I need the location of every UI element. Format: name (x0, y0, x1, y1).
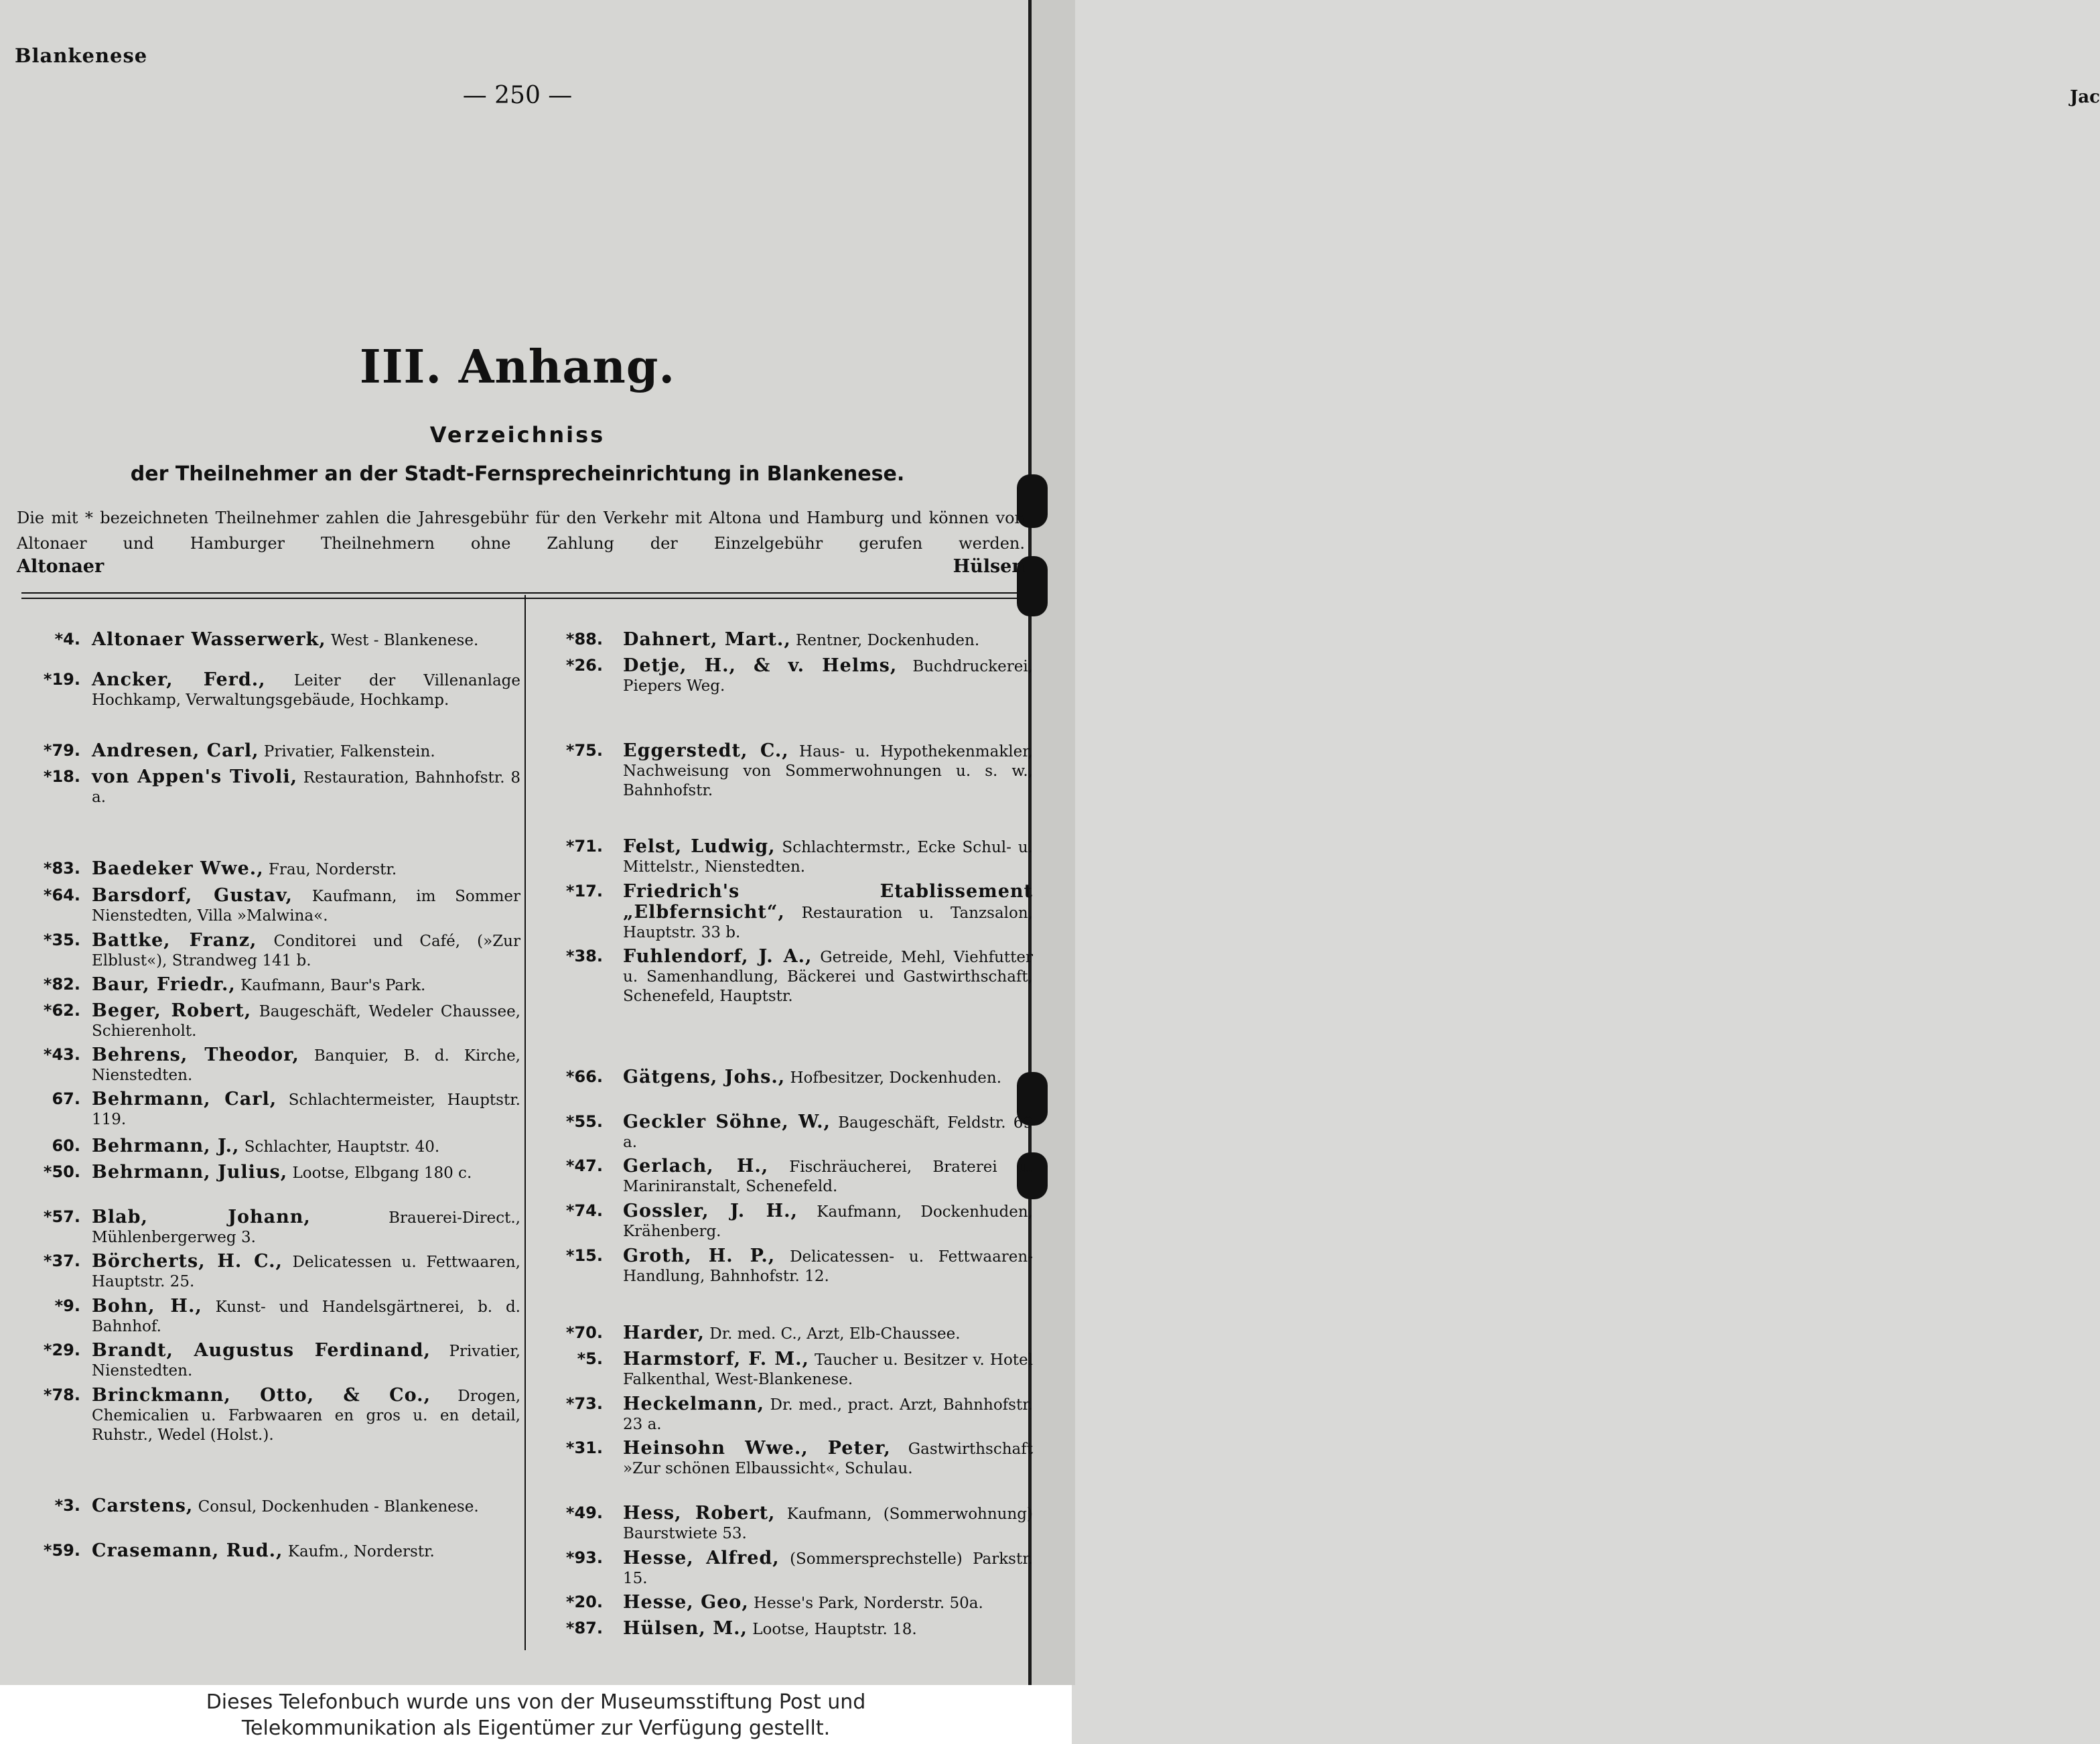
intro-text: Die mit * bezeichneten Theilnehmer zahlen die Jahresgebühr für den Verkehr mit Altona und Hamburg und können von Altonaer und Hamburger Theilnehmern ohne Zahlung der Einzelgebühr gerufen werden. (17, 509, 1025, 553)
subscriber-details: Frau, Norderstr. (263, 861, 397, 878)
subscriber-details: Buchdruckerei, Piepers Weg. (623, 658, 1033, 695)
subscriber-details: Dr. med. C., Arzt, Elb-Chaussee. (704, 1325, 961, 1343)
entry-body (623, 1067, 1033, 1088)
entry-body (623, 1394, 1033, 1434)
subscriber-number: *4. (54, 630, 80, 649)
column-divider (524, 595, 526, 1650)
entry-body (623, 1548, 1033, 1589)
sub-heading: Verzeichniss (429, 422, 606, 448)
footer-line-2: Telekommunikation als Eigentümer zur Verfügung gestellt. (241, 1717, 831, 1740)
entry-body (92, 1136, 520, 1157)
subscriber-name: Bohn, H., (92, 1296, 202, 1317)
footer-line-1: Dieses Telefonbuch wurde uns von der Museumsstiftung Post und (206, 1690, 866, 1714)
subscriber-name: Baedeker Wwe., (92, 858, 264, 879)
subscriber-name: Gossler, J. H., (623, 1201, 798, 1221)
subscriber-name: Geckler Söhne, W., (623, 1112, 831, 1132)
subscriber-details: West - Blankenese. (326, 632, 479, 649)
subscriber-number: *73. (565, 1394, 603, 1413)
subscriber-details: Delicatessen u. Fettwaaren, Hauptstr. 25. (92, 1254, 520, 1290)
entry-body (92, 1296, 520, 1337)
subscriber-number: *75. (565, 741, 603, 760)
entry-body (92, 1252, 520, 1292)
subscriber-name: Blab, Johann, (92, 1207, 311, 1227)
subscriber-name: Behrens, Theodor, (92, 1045, 299, 1065)
subscriber-number: *26. (565, 656, 603, 675)
subscriber-number: *87. (565, 1619, 603, 1637)
subscriber-details: Schlachter, Hauptstr. 40. (239, 1138, 440, 1156)
subscriber-name: Detje, H., & v. Helms, (623, 655, 898, 676)
entry-body (92, 975, 520, 996)
entry-body (92, 741, 520, 762)
subscriber-name: Börcherts, H. C., (92, 1251, 283, 1272)
entry-body (623, 1438, 1033, 1479)
subscriber-number: *35. (43, 931, 80, 949)
subscriber-details: Kaufmann, im Sommer Nienstedten, Villa »Malwina«. (92, 888, 521, 925)
entry-body (623, 837, 1033, 877)
subscriber-details: Consul, Dockenhuden - Blankenese. (193, 1498, 479, 1516)
subscriber-details: Baugeschäft, Feldstr. 69 a. (623, 1114, 1033, 1151)
subscriber-details: Getreide, Mehl, Viehfutter u. Samenhandlung, Bäckerei und Gastwirthschaft, Schenefeld, Hauptstr. (623, 949, 1034, 1005)
subscriber-details: Conditorei und Café, (»Zur Elblust«), Strandweg 141 b. (92, 933, 520, 969)
section-row (17, 556, 1025, 580)
subscriber-name: Altonaer Wasserwerk, (92, 629, 326, 650)
entry-body (92, 931, 520, 971)
subscriber-number: *38. (565, 947, 603, 965)
entry-body (623, 1593, 1033, 1613)
subscriber-name: Andresen, Carl, (92, 740, 259, 761)
entry-body (623, 1156, 1033, 1197)
subscriber-number: *78. (43, 1386, 80, 1404)
subscriber-name: Dahnert, Mart., (623, 629, 791, 650)
entry-body (92, 1162, 520, 1183)
subscriber-details: Baugeschäft, Wedeler Chaussee, Schierenholt. (92, 1003, 520, 1040)
subscriber-number: *79. (43, 741, 80, 760)
subscriber-details: Dr. med., pract. Arzt, Bahnhofstr. 23 a. (623, 1396, 1033, 1433)
subscriber-details: Kaufmann, Dockenhuden, Krähenberg. (623, 1203, 1033, 1240)
subscriber-number: *49. (565, 1503, 603, 1522)
subscriber-number: *64. (43, 886, 80, 904)
subscriber-number: *9. (54, 1296, 80, 1315)
subscriber-details: Kaufmann, Baur's Park. (235, 977, 426, 994)
subscriber-name: Hesse, Alfred, (623, 1548, 780, 1568)
subscriber-number: *43. (43, 1045, 80, 1064)
subscriber-number: *62. (43, 1001, 80, 1020)
subscriber-name: Crasemann, Rud., (92, 1540, 283, 1561)
subscriber-details: Hesse's Park, Norderstr. 50a. (748, 1595, 983, 1612)
subscriber-number: *29. (43, 1341, 80, 1359)
subscriber-name: Ancker, Ferd., (92, 669, 266, 690)
subscriber-name: Gerlach, H., (623, 1156, 769, 1177)
subscriber-details: Schlachtermeister, Hauptstr. 119. (92, 1091, 520, 1128)
section-end-label: Hülsen (953, 556, 1025, 577)
subscriber-details: Kaufmann, (Sommerwohnung) Baurstwiete 53. (623, 1505, 1033, 1542)
subscriber-name: Battke, Franz, (92, 930, 257, 951)
subscriber-number: *88. (565, 630, 603, 649)
entry-body (623, 1246, 1033, 1286)
entry-body (92, 630, 520, 651)
entry-body (623, 1619, 1033, 1639)
entry-body (623, 1323, 1033, 1344)
entry-body (92, 767, 520, 807)
footer-notice (0, 1685, 1072, 1744)
entry-body (92, 1341, 520, 1381)
subscriber-name: Barsdorf, Gustav, (92, 885, 293, 906)
subscriber-number: *82. (43, 975, 80, 994)
entry-body (92, 886, 520, 926)
subscriber-details: Restauration, Bahnhofstr. 8 a. (92, 769, 520, 806)
adjacent-page-edge (1028, 0, 2100, 1685)
subscriber-name: Heckelmann, (623, 1394, 764, 1414)
entry-body (623, 741, 1033, 801)
subscriber-number: *93. (565, 1548, 603, 1567)
subscriber-name: Fuhlendorf, J. A., (623, 946, 813, 967)
subscriber-details: Brauerei-Direct., Mühlenbergerweg 3. (92, 1209, 520, 1246)
subscriber-details: Hofbesitzer, Dockenhuden. (785, 1069, 1002, 1087)
entry-body (92, 1045, 520, 1085)
entry-body (623, 882, 1033, 943)
edge-text: Jac (2070, 87, 2100, 107)
subscriber-name: Behrmann, J., (92, 1136, 240, 1156)
entry-body (623, 1201, 1033, 1242)
subscriber-details: Fischräucherei, Braterei u. Mariniranstalt, Schenefeld. (623, 1158, 1033, 1195)
subscriber-name: Friedrich's Etablissement „Elbfernsicht“, (623, 881, 1033, 923)
subscriber-details: Haus- u. Hypothekenmakler, Nachweisung von Sommerwohnungen u. s. w., Bahnhofstr. (623, 743, 1033, 799)
subscriber-name: Heinsohn Wwe., Peter, (623, 1438, 891, 1459)
entry-body (623, 947, 1033, 1006)
entry-body (623, 1503, 1033, 1544)
subscriber-number: *18. (43, 767, 80, 786)
entry-body (92, 1496, 520, 1517)
subscriber-name: Beger, Robert, (92, 1000, 252, 1021)
subscriber-details: Gastwirthschaft »Zur schönen Elbaussicht«, Schulau. (623, 1440, 1033, 1477)
subscriber-name: Harmstorf, F. M., (623, 1349, 809, 1369)
subscriber-details: Lootse, Hauptstr. 18. (747, 1621, 917, 1638)
subscriber-details: Schlachtermstr., Ecke Schul- u. Mittelstr., Nienstedten. (623, 839, 1033, 876)
subscriber-name: Groth, H. P., (623, 1246, 776, 1266)
subscriber-name: Brinckmann, Otto, & Co., (92, 1385, 431, 1406)
subscriber-name: Behrmann, Julius, (92, 1162, 288, 1183)
subscriber-details: Leiter der Villenanlage Hochkamp, Verwaltungsgebäude, Hochkamp. (92, 672, 520, 709)
sub-heading-2: der Theilnehmer an der Stadt-Fernsprecheinrichtung in Blankenese. (130, 462, 905, 486)
subscriber-name: Gätgens, Johs., (623, 1067, 786, 1087)
subscriber-number: *19. (43, 670, 80, 689)
subscriber-name: Behrmann, Carl, (92, 1089, 277, 1110)
subscriber-name: Eggerstedt, C., (623, 740, 789, 761)
subscriber-number: 67. (52, 1089, 80, 1108)
subscriber-number: *83. (43, 859, 80, 878)
subscriber-number: *59. (43, 1541, 80, 1560)
entry-body (92, 859, 520, 880)
subscriber-name: Hülsen, M., (623, 1618, 748, 1639)
subscriber-details: Banquier, B. d. Kirche, Nienstedten. (92, 1047, 520, 1084)
entry-body (623, 1349, 1033, 1390)
subscriber-details: Rentner, Dockenhuden. (790, 632, 980, 649)
subscriber-name: Brandt, Augustus Ferdinand, (92, 1340, 431, 1361)
subscriber-number: *71. (565, 837, 603, 856)
subscriber-number: *47. (565, 1156, 603, 1175)
subscriber-details: Drogen, Chemicalien u. Farbwaaren en gros u. en detail, Ruhstr., Wedel (Holst.). (92, 1388, 521, 1444)
subscriber-details: Taucher u. Besitzer v. Hotel Falkenthal, West-Blankenese. (623, 1351, 1033, 1388)
subscriber-name: Felst, Ludwig, (623, 836, 776, 857)
subscriber-details: (Sommersprechstelle) Parkstr. 15. (623, 1550, 1033, 1587)
page-number: — 250 — (462, 82, 573, 109)
entry-body (92, 670, 520, 710)
subscriber-name: Carstens, (92, 1495, 194, 1516)
entry-body (92, 1541, 520, 1562)
entry-body (623, 630, 1033, 651)
subscriber-details: Privatier, Nienstedten. (92, 1343, 520, 1380)
subscriber-details: Delicatessen- u. Fettwaaren-Handlung, Bahnhofstr. 12. (623, 1248, 1034, 1285)
subscriber-number: *57. (43, 1207, 80, 1226)
entry-body (92, 1089, 520, 1130)
subscriber-name: von Appen's Tivoli, (92, 766, 298, 787)
subscriber-number: *37. (43, 1252, 80, 1270)
subscriber-details: Lootse, Elbgang 180 c. (287, 1164, 472, 1182)
subscriber-details: Privatier, Falkenstein. (259, 743, 435, 760)
subscriber-name: Hess, Robert, (623, 1503, 776, 1524)
entry-body (92, 1001, 520, 1041)
entry-body (623, 656, 1033, 696)
subscriber-details: Kunst- und Handelsgärtnerei, b. d. Bahnhof. (92, 1298, 520, 1335)
subscriber-name: Harder, (623, 1323, 705, 1343)
subscriber-number: *17. (565, 882, 603, 900)
subscriber-name: Baur, Friedr., (92, 974, 236, 995)
subscriber-number: *55. (565, 1112, 603, 1131)
main-heading: III. Anhang. (359, 340, 676, 394)
section-start-label: Altonaer (17, 556, 104, 577)
subscriber-details: Restauration u. Tanzsalon, Hauptstr. 33 b. (623, 904, 1033, 941)
subscriber-number: 60. (52, 1136, 80, 1155)
subscriber-name: Hesse, Geo, (623, 1592, 749, 1613)
subscriber-number: *70. (565, 1323, 603, 1342)
subscriber-number: *15. (565, 1246, 603, 1265)
entry-body (92, 1386, 520, 1445)
subscriber-number: *20. (565, 1593, 603, 1611)
double-rule (21, 592, 1026, 599)
subscriber-number: *31. (565, 1438, 603, 1457)
subscriber-details: Kaufm., Norderstr. (283, 1543, 435, 1560)
entry-body (623, 1112, 1033, 1152)
subscriber-number: *3. (54, 1496, 80, 1515)
entry-body (92, 1207, 520, 1248)
subscriber-number: *74. (565, 1201, 603, 1220)
subscriber-number: *5. (577, 1349, 603, 1368)
subscriber-number: *66. (565, 1067, 603, 1086)
subscriber-number: *50. (43, 1162, 80, 1181)
running-head: Blankenese (15, 44, 148, 67)
